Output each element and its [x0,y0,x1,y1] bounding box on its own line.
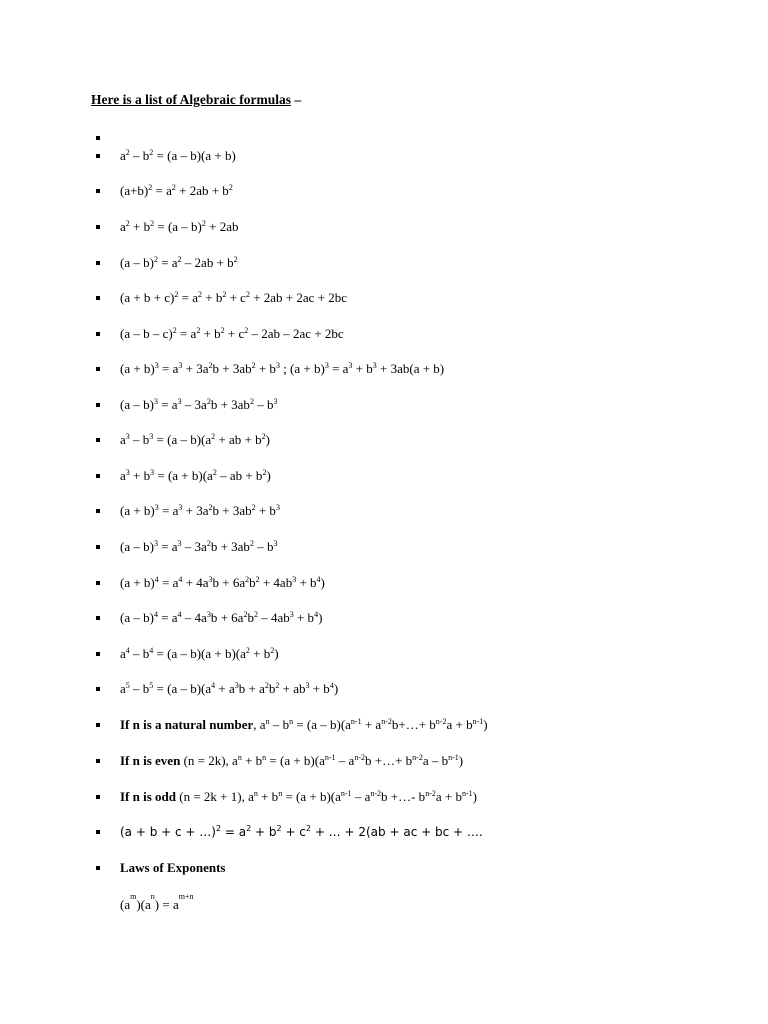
formula-item [96,466,271,486]
formula-item [96,395,277,415]
formula-item [96,430,270,450]
bullet-icon [96,795,100,799]
bullet-icon [96,136,100,140]
formula-text: $(a + b)^3 = a^3 + 3a^2b + 3ab^2 + b^3$ ; $(a + b)^3 = a^3 + b^3 + 3ab(a + b)$ [120,361,445,376]
bullet-icon [96,438,100,442]
formula-text: $(a+b)^2 = a^2 + 2ab + b^2$ [120,183,233,198]
formula-text: If n is odd (n = 2k + 1), $a^n + b^n = (a + b)(a^{n-1} - a^{n-2}b$ +…- $b^{n-2}a + b^{n-1}$) [120,789,477,804]
formula-item [96,858,225,878]
bullet-icon [96,403,100,407]
bullet-icon [96,509,100,513]
formula-item [96,128,120,148]
formula-item [96,288,347,308]
page-title [91,92,301,108]
formula-item [96,253,238,273]
formula-text: If n is even (n = 2k), $a^n + b^n = (a + b)(a^{n-1} - a^{n-2}b$ +…+ $b^{n-2}a - b^{n-1}$) [120,753,464,768]
formula-item [96,573,325,593]
formula-text: $a^4 - b^4 = (a - b)(a + b)(a^2 + b^2)$ [120,646,279,661]
formula-text: $(a + b + c)^2 = a^2 + b^2 + c^2 + 2ab + 2ac + 2bc$ [120,290,348,305]
bullet-icon [96,261,100,265]
formula-text: $a^2 - b^2 = (a - b)(a + b)$ [120,148,236,163]
formula-item [96,217,239,237]
formula-item [96,644,279,664]
bullet-icon [96,830,100,834]
formula-text: $a^3 + b^3 = (a + b)(a^2$ – ab + $b^2$) [120,468,271,483]
bullet-icon [96,189,100,193]
formula-item [96,679,338,699]
formula-item [96,822,483,842]
formula-text: $a^2 + b^2 = (a - b)^2 + 2ab$ [120,219,239,234]
formula-text: If n is a natural number, $a^n - b^n = (a - b)(a^{n-1}$ + $a^{n-2}b+\dots+ b^{n-2}a + b^{n-1}$) [120,717,488,732]
bullet-icon [96,866,100,870]
formula-text: $(a + b)^3 = a^3 + 3a^2b + 3ab^2 + b^3$ [120,503,280,518]
bullet-icon [96,723,100,727]
formula-text: Laws of Exponents [120,860,226,875]
bullet-icon [96,225,100,229]
bullet-icon [96,759,100,763]
formula-text: $(a - b - c)^2 = a^2 + b^2 + c^2 - 2ab - 2ac + 2bc$ [120,326,344,341]
formula-item [96,537,277,557]
formula-item [96,146,236,166]
formula-text: $(a - b)^2 = a^2 - 2ab + b^2$ [120,255,238,270]
formula-item [96,359,444,379]
bullet-icon [96,296,100,300]
formula-text: $(a - b)^3 = a^3 - 3a^2b + 3ab^2 - b^3$ [120,397,278,412]
bullet-icon [96,545,100,549]
formula-item [96,608,322,628]
bullet-icon [96,616,100,620]
formula-item [96,324,344,344]
bullet-icon [96,154,100,158]
bullet-icon [96,332,100,336]
exponent-rule: $(a^m)(a^n) = a^{m+n}$ [120,891,194,912]
formula-text: $(a - b)^3 = a^3 - 3a^2b + 3ab^2 - b^3$ [120,539,278,554]
formula-item [96,181,233,201]
formula-text: $a^5 - b^5 = (a - b)(a^4 + a^3b + a^2b^2 + ab^3 + b^4)$ [120,681,339,696]
formula-item [96,715,488,735]
formula-text: (a + b + c + …)$^2$ = $a^2 + b^2 + c^2$ + … + 2(ab + ac + bc + …. [120,824,483,839]
bullet-icon [96,581,100,585]
page-title-underlined: Here is a list of Algebraic formulas [91,92,291,107]
formula-item [96,787,477,807]
formula-text: $a^3 - b^3 = (a - b)(a^2$ + ab + $b^2$) [120,432,270,447]
formula-text: $(a - b)^4 = a^4 - 4a^3b + 6a^2b^2 - 4ab^3 + b^4$) [120,610,323,625]
bullet-icon [96,687,100,691]
formula-text: $(a + b)^4 = a^4 + 4a^3b + 6a^2b^2 + 4ab^3 + b^4$) [120,575,325,590]
bullet-icon [96,474,100,478]
bullet-icon [96,652,100,656]
formula-item [96,501,280,521]
page-title-suffix: – [290,92,302,107]
formula-item [96,751,463,771]
bullet-icon [96,367,100,371]
